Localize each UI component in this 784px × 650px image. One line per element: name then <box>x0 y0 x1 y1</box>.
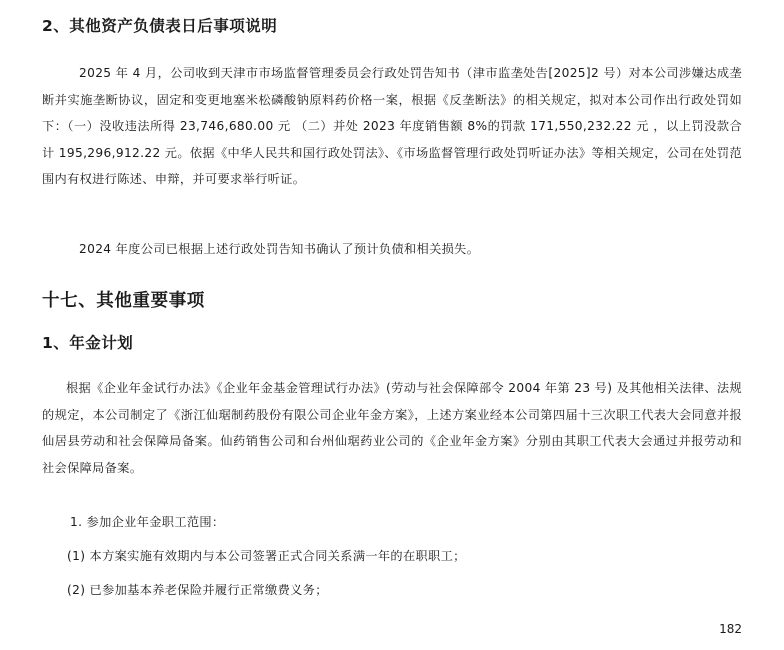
chapter-heading-other-important-matters: 十七、其他重要事项 <box>42 291 205 311</box>
list-item-eligibility-condition-1: (1) 本方案实施有效期内与本公司签署正式合同关系满一年的在职职工； <box>67 549 466 563</box>
paragraph-provision-recognized: 2024 年度公司已根据上述行政处罚告知书确认了预计负债和相关损失。 <box>79 242 480 256</box>
list-item-eligible-scope: 1. 参加企业年金职工范围： <box>70 515 225 529</box>
paragraph-administrative-penalty: 2025 年 4 月，公司收到天津市市场监督管理委员会行政处罚告知书（津市监垄处告[2025]2 号）对本公司涉嫌达成垄断并实施垄断协议，固定和变更地塞米松磷酸钠原料药价格一案，根据《反垄断法》的相关规定，拟对本公司作出行政处罚如下：（一）没收违法所得 23,746,680.00 元 （二）并处 2023 年度销售额 8%的罚款 171,550,232.22 元 ，以上罚没款合计 195,296,912.22 元。依据《中华人民共和国行政处罚法》、《市场监督管理行政处罚听证办法》等相关规定，公司在处罚范围内有权进行陈述、申辩，并可要求举行听证。 <box>42 66 742 186</box>
list-item-eligibility-condition-2: (2) 已参加基本养老保险并履行正常缴费义务； <box>67 583 328 597</box>
paragraph-annuity-plan: 根据《企业年金试行办法》《企业年金基金管理试行办法》(劳动与社会保障部令 2004 年第 23 号) 及其他相关法律、法规的规定，本公司制定了《浙江仙琚制药股份有限公司企业年金方案》，上述方案业经本公司第四届十三次职工代表大会同意并报仙居县劳动和社会保障局备案。仙药销售公司和台州仙琚药业公司的《企业年金方案》分别由其职工代表大会通过并报劳动和社会保障局备案。 <box>42 381 742 475</box>
page-number: 182 <box>719 622 742 636</box>
section-heading-subsequent-events: 2、其他资产负债表日后事项说明 <box>42 17 278 35</box>
section-heading-annuity-plan: 1、年金计划 <box>42 334 134 352</box>
